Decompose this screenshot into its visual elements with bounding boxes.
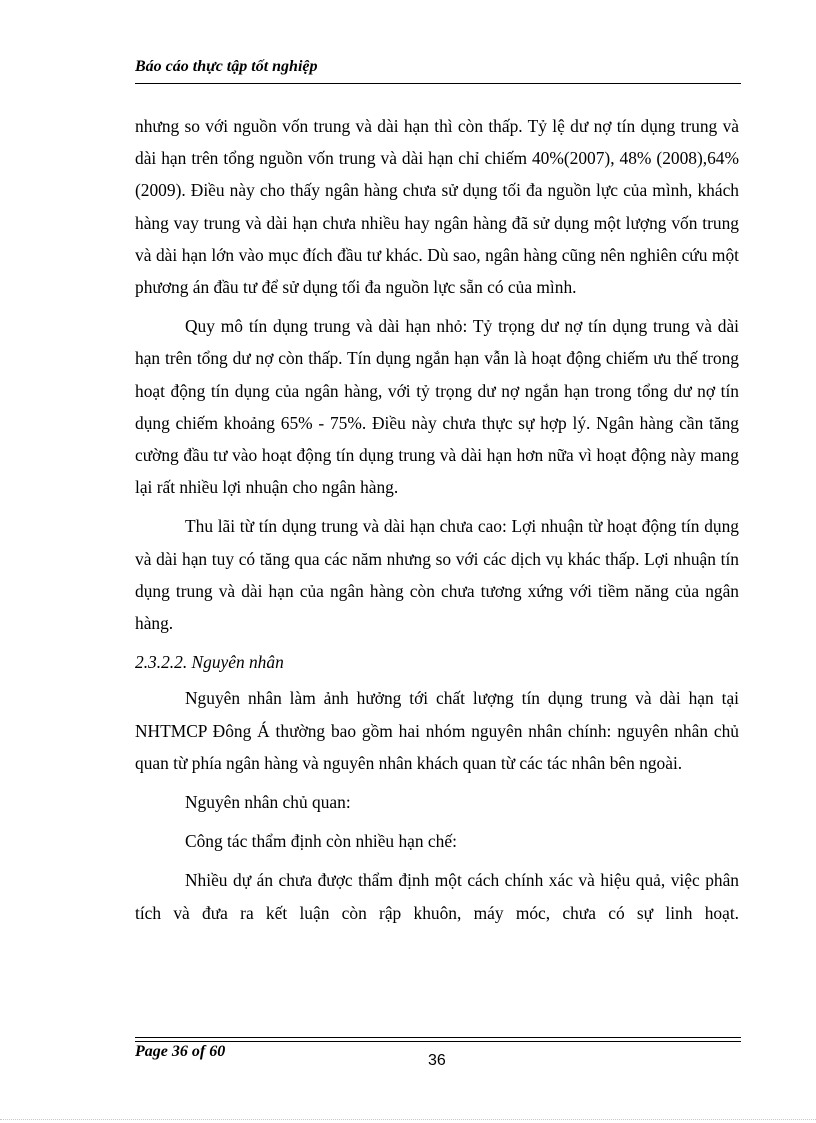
section-heading-causes: 2.3.2.2. Nguyên nhân xyxy=(135,652,284,673)
paragraph-appraisal-limits: Công tác thẩm định còn nhiều hạn chế: xyxy=(185,831,457,852)
paragraph-continuation: nhưng so với nguồn vốn trung và dài hạn thì còn thấp. Tỷ lệ dư nợ tín dụng trung và dài hạn trên tổng nguồn vốn trung và dài hạn chỉ chiếm 40%(2007), 48% (2008),64%(2009). Điều này cho thấy ngân hàng chưa sử dụng tối đa nguồn lực của mình, khách hàng vay trung và dài hạn chưa nhiều hay ngân hàng đã sử dụng một lượng vốn trung và dài hạn lớn vào mục đích đầu tư khác. Dù sao, ngân hàng cũng nên nghiên cứu một phương án đầu tư để sử dụng tối đa nguồn lực sẵn có của mình. xyxy=(135,116,739,298)
paragraph-projects: Nhiều dự án chưa được thẩm định một cách chính xác và hiệu quả, việc phân tích và đưa ra kết luận còn rập khuôn, máy móc, chưa có sự linh hoạt. xyxy=(135,870,739,923)
paragraph-interest-income: Thu lãi từ tín dụng trung và dài hạn chưa cao: Lợi nhuận từ hoạt động tín dụng và dài hạn tuy có tăng qua các năm nhưng so với các dịch vụ khác thấp. Lợi nhuận tín dụng trung và dài hạn của ngân hàng còn chưa tương xứng với tiềm năng của ngân hàng. xyxy=(135,516,739,634)
page-number: 36 xyxy=(428,1052,446,1069)
footer-rule-double xyxy=(135,1041,741,1042)
footer-rule xyxy=(135,1037,741,1038)
paragraph-credit-scale: Quy mô tín dụng trung và dài hạn nhỏ: Tỷ trọng dư nợ tín dụng trung và dài hạn trên tổng dư nợ còn thấp. Tín dụng ngắn hạn vẫn là hoạt động chiếm ưu thế trong hoạt động tín dụng của ngân hàng, với tỷ trọng dư nợ ngắn hạn trong tổng dư nợ tín dụng chiếm khoảng 65% - 75%. Điều này chưa thực sự hợp lý. Ngân hàng cần tăng cường đầu tư vào hoạt động tín dụng trung và dài hạn hơn nữa vì hoạt động này mang lại rất nhiều lợi nhuận cho ngân hàng. xyxy=(135,316,739,498)
running-header: Báo cáo thực tập tốt nghiệp xyxy=(135,58,318,75)
paragraph-subjective-causes: Nguyên nhân chủ quan: xyxy=(185,792,351,813)
page-label: Page 36 of 60 xyxy=(135,1043,226,1060)
paragraph-causes-intro: Nguyên nhân làm ảnh hưởng tới chất lượng tín dụng trung và dài hạn tại NHTMCP Đông Á thường bao gồm hai nhóm nguyên nhân chính: nguyên nhân chủ quan từ phía ngân hàng và nguyên nhân khách quan từ các tác nhân bên ngoài. xyxy=(135,688,739,773)
body-text xyxy=(135,110,739,936)
header-rule xyxy=(135,83,741,84)
page-edge-divider xyxy=(0,1119,816,1120)
